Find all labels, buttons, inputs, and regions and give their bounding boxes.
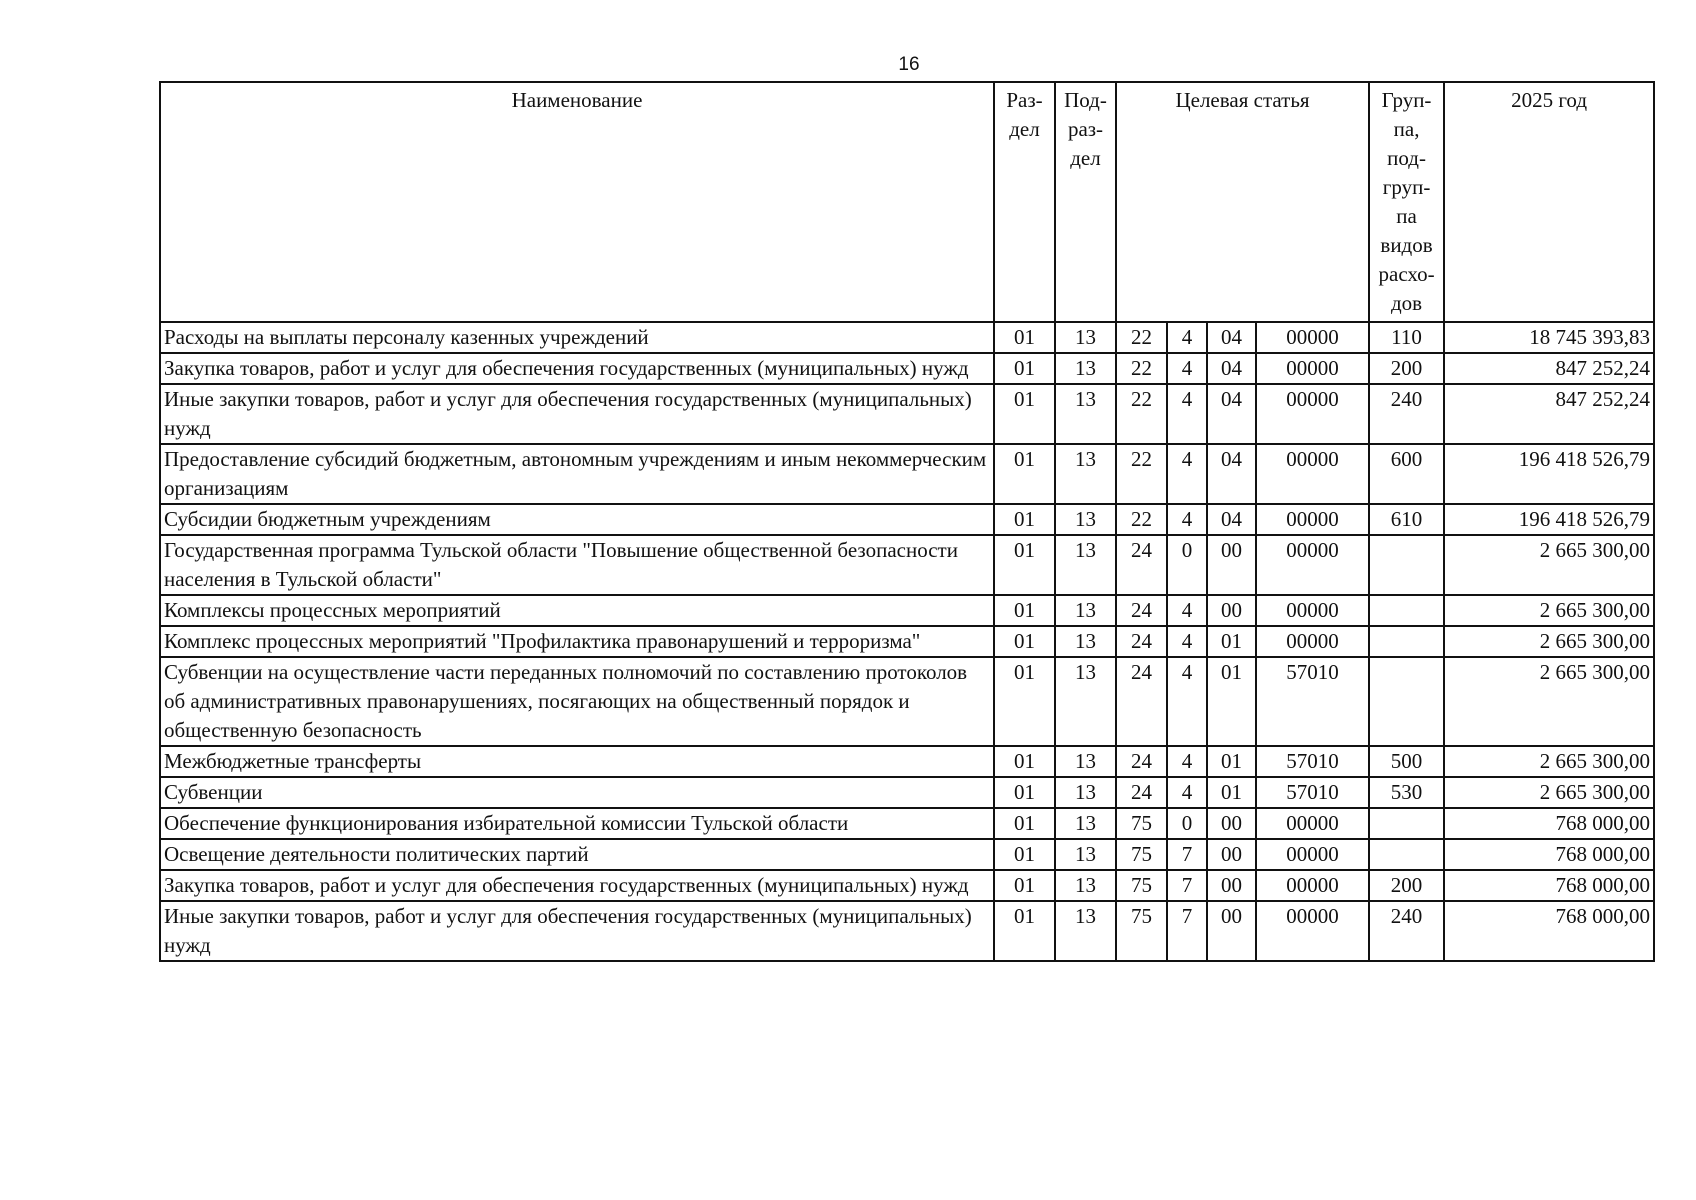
row-target-subprogram: 4 [1167, 444, 1207, 504]
row-podrazdel: 13 [1055, 777, 1116, 808]
row-podrazdel: 13 [1055, 746, 1116, 777]
row-amount: 2 665 300,00 [1444, 777, 1654, 808]
row-expense-group: 600 [1369, 444, 1444, 504]
row-target-program: 24 [1116, 626, 1167, 657]
row-razdel: 01 [994, 322, 1055, 353]
row-expense-group: 240 [1369, 384, 1444, 444]
row-amount: 2 665 300,00 [1444, 626, 1654, 657]
row-razdel: 01 [994, 746, 1055, 777]
row-target-subprogram: 0 [1167, 808, 1207, 839]
row-amount: 196 418 526,79 [1444, 444, 1654, 504]
row-name: Обеспечение функционирования избирательной комиссии Тульской области [160, 808, 994, 839]
row-target-direction: 00000 [1256, 626, 1369, 657]
table-row [160, 384, 1654, 444]
table-row [160, 444, 1654, 504]
row-target-event: 04 [1207, 353, 1256, 384]
row-target-subprogram: 4 [1167, 384, 1207, 444]
row-target-program: 24 [1116, 777, 1167, 808]
row-amount: 768 000,00 [1444, 901, 1654, 961]
row-target-program: 22 [1116, 504, 1167, 535]
row-target-subprogram: 4 [1167, 657, 1207, 746]
row-amount: 196 418 526,79 [1444, 504, 1654, 535]
page-number: 16 [898, 54, 920, 75]
row-target-program: 24 [1116, 657, 1167, 746]
row-razdel: 01 [994, 777, 1055, 808]
row-amount: 768 000,00 [1444, 870, 1654, 901]
row-target-subprogram: 4 [1167, 504, 1207, 535]
header-year: 2025 год [1444, 82, 1654, 322]
row-name: Субсидии бюджетным учреждениям [160, 504, 994, 535]
row-expense-group: 110 [1369, 322, 1444, 353]
row-target-direction: 00000 [1256, 595, 1369, 626]
row-name: Комплексы процессных мероприятий [160, 595, 994, 626]
table-row [160, 808, 1654, 839]
row-razdel: 01 [994, 595, 1055, 626]
row-podrazdel: 13 [1055, 595, 1116, 626]
row-target-event: 04 [1207, 384, 1256, 444]
header-name: Наименование [160, 82, 994, 322]
row-name: Комплекс процессных мероприятий "Профилактика правонарушений и терроризма" [160, 626, 994, 657]
row-name: Закупка товаров, работ и услуг для обеспечения государственных (муниципальных) нужд [160, 353, 994, 384]
row-amount: 2 665 300,00 [1444, 657, 1654, 746]
table-body [160, 322, 1654, 961]
header-target-article: Целевая статья [1116, 82, 1369, 322]
row-expense-group [1369, 595, 1444, 626]
row-podrazdel: 13 [1055, 353, 1116, 384]
row-expense-group: 240 [1369, 901, 1444, 961]
row-name: Иные закупки товаров, работ и услуг для обеспечения государственных (муниципальных) нужд [160, 901, 994, 961]
row-razdel: 01 [994, 657, 1055, 746]
row-podrazdel: 13 [1055, 384, 1116, 444]
row-target-direction: 00000 [1256, 870, 1369, 901]
row-amount: 768 000,00 [1444, 839, 1654, 870]
row-expense-group [1369, 839, 1444, 870]
row-target-program: 24 [1116, 595, 1167, 626]
row-name: Субвенции [160, 777, 994, 808]
row-target-subprogram: 4 [1167, 322, 1207, 353]
row-target-program: 75 [1116, 870, 1167, 901]
row-target-program: 24 [1116, 535, 1167, 595]
row-target-subprogram: 0 [1167, 535, 1207, 595]
budget-table [159, 81, 1655, 962]
row-expense-group: 200 [1369, 353, 1444, 384]
row-razdel: 01 [994, 626, 1055, 657]
row-name: Закупка товаров, работ и услуг для обеспечения государственных (муниципальных) нужд [160, 870, 994, 901]
row-expense-group [1369, 808, 1444, 839]
row-razdel: 01 [994, 839, 1055, 870]
row-amount: 18 745 393,83 [1444, 322, 1654, 353]
row-target-event: 00 [1207, 595, 1256, 626]
row-name: Освещение деятельности политических партий [160, 839, 994, 870]
row-razdel: 01 [994, 870, 1055, 901]
table-row [160, 322, 1654, 353]
table-row [160, 504, 1654, 535]
row-amount: 768 000,00 [1444, 808, 1654, 839]
table-row [160, 535, 1654, 595]
row-razdel: 01 [994, 353, 1055, 384]
row-name: Расходы на выплаты персоналу казенных учреждений [160, 322, 994, 353]
row-target-program: 24 [1116, 746, 1167, 777]
row-target-event: 00 [1207, 839, 1256, 870]
row-expense-group: 200 [1369, 870, 1444, 901]
row-target-event: 00 [1207, 535, 1256, 595]
row-target-program: 22 [1116, 353, 1167, 384]
row-target-direction: 00000 [1256, 322, 1369, 353]
row-target-event: 01 [1207, 626, 1256, 657]
row-razdel: 01 [994, 444, 1055, 504]
row-target-program: 75 [1116, 839, 1167, 870]
row-target-direction: 00000 [1256, 535, 1369, 595]
row-expense-group: 610 [1369, 504, 1444, 535]
row-target-direction: 00000 [1256, 384, 1369, 444]
row-target-direction: 57010 [1256, 657, 1369, 746]
row-razdel: 01 [994, 535, 1055, 595]
row-expense-group [1369, 535, 1444, 595]
row-target-subprogram: 7 [1167, 839, 1207, 870]
row-target-direction: 00000 [1256, 839, 1369, 870]
header-podrazdel: Под-раз-дел [1055, 82, 1116, 322]
row-razdel: 01 [994, 808, 1055, 839]
table-header-row [160, 82, 1654, 322]
row-name: Иные закупки товаров, работ и услуг для обеспечения государственных (муниципальных) нужд [160, 384, 994, 444]
row-podrazdel: 13 [1055, 657, 1116, 746]
row-amount: 847 252,24 [1444, 353, 1654, 384]
row-amount: 2 665 300,00 [1444, 535, 1654, 595]
row-podrazdel: 13 [1055, 808, 1116, 839]
row-podrazdel: 13 [1055, 626, 1116, 657]
row-target-subprogram: 7 [1167, 901, 1207, 961]
row-target-subprogram: 4 [1167, 626, 1207, 657]
row-razdel: 01 [994, 504, 1055, 535]
row-target-subprogram: 4 [1167, 746, 1207, 777]
row-target-event: 01 [1207, 657, 1256, 746]
table-row [160, 901, 1654, 961]
table-row [160, 746, 1654, 777]
row-target-direction: 57010 [1256, 746, 1369, 777]
row-name: Государственная программа Тульской области "Повышение общественной безопасности населения в Тульской области" [160, 535, 994, 595]
row-name: Предоставление субсидий бюджетным, автономным учреждениям и иным некоммерческим организациям [160, 444, 994, 504]
row-podrazdel: 13 [1055, 839, 1116, 870]
row-target-event: 04 [1207, 444, 1256, 504]
row-target-program: 22 [1116, 322, 1167, 353]
table-row [160, 353, 1654, 384]
row-podrazdel: 13 [1055, 870, 1116, 901]
row-target-program: 75 [1116, 808, 1167, 839]
row-target-subprogram: 7 [1167, 870, 1207, 901]
row-target-event: 04 [1207, 504, 1256, 535]
row-amount: 2 665 300,00 [1444, 595, 1654, 626]
row-target-event: 01 [1207, 777, 1256, 808]
row-target-event: 04 [1207, 322, 1256, 353]
row-podrazdel: 13 [1055, 444, 1116, 504]
row-amount: 2 665 300,00 [1444, 746, 1654, 777]
row-target-program: 75 [1116, 901, 1167, 961]
row-expense-group: 530 [1369, 777, 1444, 808]
row-target-direction: 57010 [1256, 777, 1369, 808]
row-expense-group: 500 [1369, 746, 1444, 777]
table-row [160, 595, 1654, 626]
row-target-event: 00 [1207, 870, 1256, 901]
row-target-event: 00 [1207, 808, 1256, 839]
row-target-direction: 00000 [1256, 901, 1369, 961]
row-target-direction: 00000 [1256, 504, 1369, 535]
row-target-event: 00 [1207, 901, 1256, 961]
row-target-direction: 00000 [1256, 444, 1369, 504]
row-razdel: 01 [994, 384, 1055, 444]
table-row [160, 626, 1654, 657]
row-target-direction: 00000 [1256, 808, 1369, 839]
row-expense-group [1369, 626, 1444, 657]
header-expense-group: Груп-па, под-груп-па видов расхо-дов [1369, 82, 1444, 322]
header-razdel: Раз-дел [994, 82, 1055, 322]
table-row [160, 657, 1654, 746]
row-target-program: 22 [1116, 444, 1167, 504]
row-podrazdel: 13 [1055, 901, 1116, 961]
table-row [160, 839, 1654, 870]
row-target-subprogram: 4 [1167, 777, 1207, 808]
row-podrazdel: 13 [1055, 504, 1116, 535]
row-target-event: 01 [1207, 746, 1256, 777]
table-row [160, 777, 1654, 808]
table-row [160, 870, 1654, 901]
row-target-direction: 00000 [1256, 353, 1369, 384]
row-target-program: 22 [1116, 384, 1167, 444]
row-target-subprogram: 4 [1167, 353, 1207, 384]
row-name: Субвенции на осуществление части переданных полномочий по составлению протоколов об административных правонарушениях, посягающих на общественный порядок и общественную безопасность [160, 657, 994, 746]
row-podrazdel: 13 [1055, 535, 1116, 595]
row-name: Межбюджетные трансферты [160, 746, 994, 777]
row-amount: 847 252,24 [1444, 384, 1654, 444]
row-target-subprogram: 4 [1167, 595, 1207, 626]
row-podrazdel: 13 [1055, 322, 1116, 353]
row-expense-group [1369, 657, 1444, 746]
row-razdel: 01 [994, 901, 1055, 961]
